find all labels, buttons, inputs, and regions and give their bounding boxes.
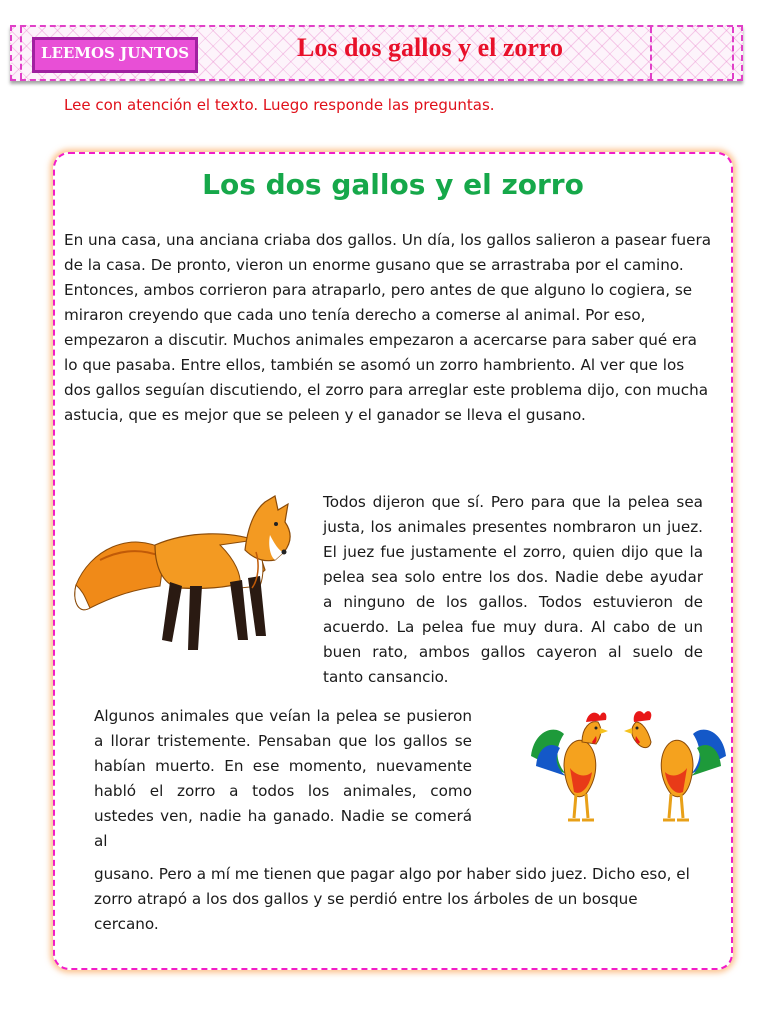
fox-illustration — [70, 490, 295, 660]
banner-divider — [650, 27, 652, 79]
instruction-text: Lee con atención el texto. Luego responde las preguntas. — [64, 96, 495, 114]
story-title: Los dos gallos y el zorro — [202, 168, 584, 201]
leemos-juntos-badge: LEEMOS JUNTOS — [32, 37, 198, 73]
header-banner — [10, 25, 743, 81]
rooster-right-icon — [624, 711, 726, 820]
banner-divider — [20, 27, 22, 79]
two-roosters-illustration — [526, 706, 731, 830]
banner-divider — [732, 27, 734, 79]
story-paragraph-4: gusano. Pero a mí me tienen que pagar algo por haber sido juez. Dicho eso, el zorro atrapó a los dos gallos y se perdió entre los árboles de un bosque cercano. — [94, 865, 690, 933]
story-paragraph-2: Todos dijeron que sí. Pero para que la pelea sea justa, los animales presentes nombraron un juez. El juez fue justamente el zorro, quien dijo que la pelea sea solo entre los dos. Nadie debe ayudar a ninguno de los gallos. Todos estuvieron de acuerdo. La pelea fue muy dura. Al cabo de un buen rato, ambos gallos cayeron al suelo de tanto cansancio. — [323, 493, 703, 686]
story-paragraph-3: Algunos animales que veían la pelea se pusieron a llorar tristemente. Pensaban que los gallos se habían muerto. En ese momento, nuevamente habló el zorro a todos los animales, como ustedes ven, nadie ha ganado. Nadie se comerá al — [94, 707, 472, 850]
header-title: Los dos gallos y el zorro — [296, 33, 564, 62]
rooster-left-icon — [531, 713, 608, 820]
story-paragraph-1: En una casa, una anciana criaba dos gallos. Un día, los gallos salieron a pasear fuera de la casa. De pronto, vieron un enorme gusano que se arrastraba por el camino. Entonces, ambos corrieron para atraparlo, pero antes de que alguno lo cogiera, se miraron creyendo que cada uno tenía derecho a comerse al animal. Por eso, empezaron a discutir. Muchos animales empezaron a acercarse para saber qué era lo que pasaba. Entre ellos, también se asomó un zorro hambriento. Al ver que los dos gallos seguían discutiendo, el zorro para arreglar este problema dijo, con mucha astucia, que es mejor que se peleen y el ganador se lleva el gusano. — [64, 231, 712, 424]
